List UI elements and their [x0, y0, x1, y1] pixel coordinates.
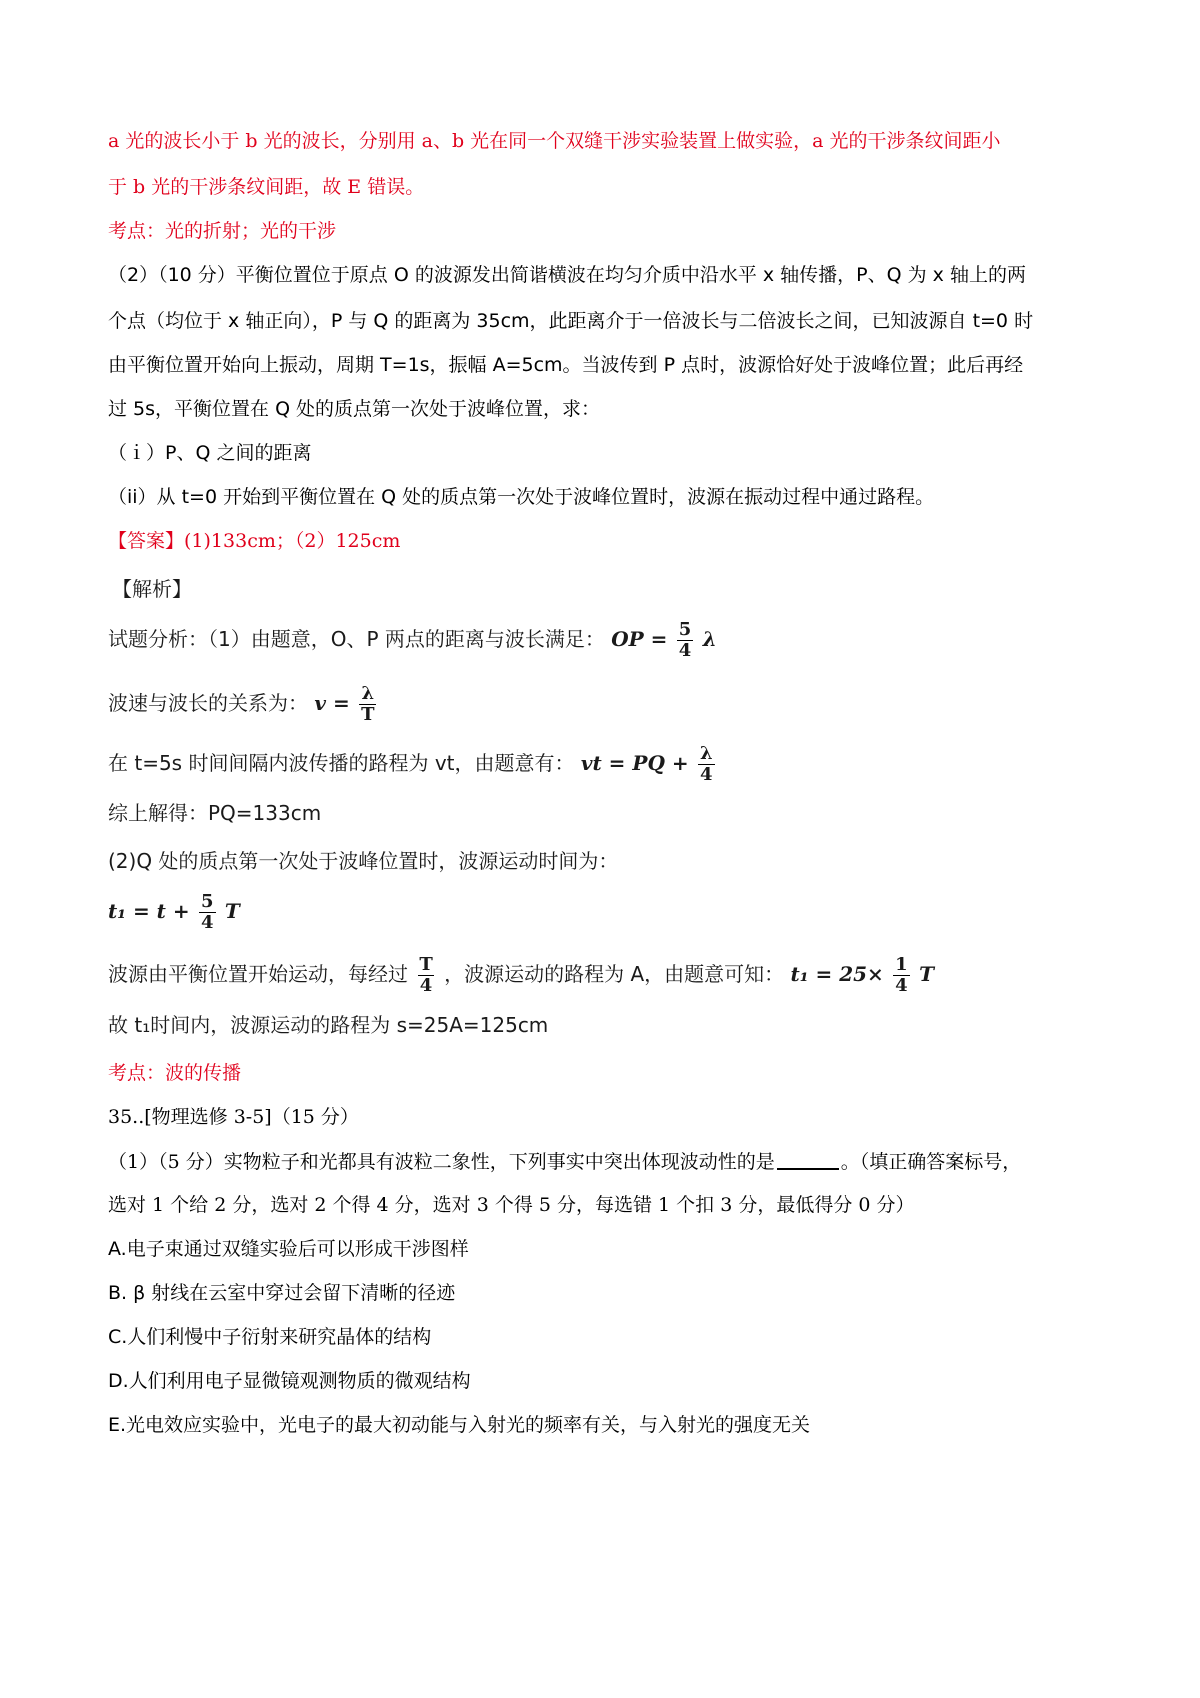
- option-b: B. β 射线在云室中穿过会留下清晰的径迹: [108, 1282, 456, 1304]
- question-35-heading: 35..[物理选修 3-5]（15 分）: [108, 1106, 359, 1128]
- solution-step-8: 故 t₁时间内，波源运动的路程为 s=25A=125cm: [108, 1013, 549, 1037]
- fraction-denominator: T: [361, 704, 375, 725]
- question-2-line-1: （2）（10 分）平衡位置位于原点 O 的波源发出简谐横波在均匀介质中沿水平 x 轴传播，P、Q 为 x 轴上的两: [108, 264, 1026, 286]
- solution-step-7: [108, 955, 934, 996]
- lambda-symbol: λ: [702, 627, 717, 651]
- question-2-line-3: 由平衡位置开始向上振动，周期 T=1s，振幅 A=5cm。当波传到 P 点时，波源恰好处于波峰位置；此后再经: [108, 354, 1024, 376]
- answer-blank: [777, 1148, 839, 1170]
- fraction-denominator: 4: [700, 764, 713, 785]
- solution-step-1-text: 试题分析：（1）由题意，O、P 两点的距离与波长满足：: [108, 627, 605, 651]
- fraction-denominator: 4: [419, 975, 433, 996]
- option-a: A.电子束通过双缝实验后可以形成干涉图样: [108, 1238, 469, 1260]
- solution-step-6: [108, 892, 240, 933]
- fraction-numerator: T: [419, 954, 433, 975]
- explanation-line-1: a 光的波长小于 b 光的波长，分别用 a、b 光在同一个双缝干涉实验装置上做实验，a 光的干涉条纹间距小: [108, 130, 1001, 152]
- fraction-lambda-4: [698, 744, 715, 785]
- question-35-1-text-a: （1）（5 分）实物粒子和光都具有波粒二象性，下列事实中突出体现波动性的是: [108, 1151, 775, 1173]
- question-35-1-line-1: [108, 1148, 1021, 1175]
- fraction-numerator: λ: [361, 683, 375, 704]
- fraction-numerator: 1: [895, 954, 908, 975]
- solution-step-7-text-b: ，波源运动的路程为 A，由题意可知：: [444, 962, 785, 986]
- sub-question-i: （ｉ）P、Q 之间的距离: [108, 442, 312, 464]
- solution-step-2-text: 波速与波长的关系为：: [108, 691, 308, 715]
- fraction-t-4: [417, 955, 434, 996]
- solution-step-3-text: 在 t=5s 时间间隔内波传播的路程为 vt，由题意有：: [108, 751, 575, 775]
- period-symbol: T: [919, 962, 934, 986]
- question-35-1-text-b: 。（填正确答案标号，: [840, 1151, 1022, 1173]
- question-2-line-2: 个点（均位于 x 轴正向），P 与 Q 的距离为 35cm，此距离介于一倍波长与二倍波长之间，已知波源自 t=0 时: [108, 310, 1034, 332]
- solution-step-2: [108, 684, 379, 725]
- sub-question-ii: （ii）从 t=0 开始到平衡位置在 Q 处的质点第一次处于波峰位置时，波源在振动过程中通过路程。: [108, 486, 935, 508]
- fraction-denominator: 4: [895, 975, 908, 996]
- solution-step-7-text-a: 波源由平衡位置开始运动，每经过: [108, 962, 408, 986]
- option-d: D.人们利用电子显微镜观测物质的微观结构: [108, 1370, 471, 1392]
- fraction-denominator: 4: [201, 912, 214, 933]
- fraction-lambda-t: [359, 684, 376, 725]
- key-point-1: 考点：光的折射；光的干涉: [108, 220, 337, 242]
- equation-v: v =: [314, 691, 350, 715]
- fraction-denominator: 4: [678, 640, 692, 661]
- fraction-5-4: [199, 892, 216, 933]
- solution-step-1: [108, 620, 717, 661]
- solution-step-5: (2)Q 处的质点第一次处于波峰位置时，波源运动时间为：: [108, 849, 619, 873]
- solution-step-4: 综上解得：PQ=133cm: [108, 801, 322, 825]
- solution-step-3: [108, 744, 718, 785]
- option-c: C.人们利慢中子衍射来研究晶体的结构: [108, 1326, 432, 1348]
- answer-line: [108, 528, 400, 554]
- analysis-heading: 【解析】: [112, 577, 192, 601]
- answer-text: (1)133cm；（2）125cm: [184, 530, 401, 552]
- equation-vt: vt = PQ +: [580, 751, 689, 775]
- option-e: E.光电效应实验中，光电子的最大初动能与入射光的频率有关，与入射光的强度无关: [108, 1414, 811, 1436]
- question-35-1-line-2: 选对 1 个给 2 分，选对 2 个得 4 分，选对 3 个得 5 分，每选错 1 个扣 3 分，最低得分 0 分）: [108, 1194, 915, 1216]
- equation-t1: t₁ = t +: [108, 899, 190, 923]
- answer-tag: 【答案】: [108, 530, 185, 552]
- fraction-5-4: [677, 620, 694, 661]
- equation-t1-25: t₁ = 25×: [790, 962, 884, 986]
- explanation-line-2: 于 b 光的干涉条纹间距，故 E 错误。: [108, 176, 425, 198]
- fraction-numerator: 5: [201, 891, 214, 912]
- fraction-1-4: [893, 955, 910, 996]
- question-2-line-4: 过 5s，平衡位置在 Q 处的质点第一次处于波峰位置，求：: [108, 398, 601, 420]
- equation-op: OP =: [611, 627, 668, 651]
- fraction-numerator: λ: [699, 743, 713, 764]
- key-point-2: 考点：波的传播: [108, 1062, 242, 1084]
- fraction-numerator: 5: [678, 619, 692, 640]
- period-symbol: T: [224, 899, 240, 923]
